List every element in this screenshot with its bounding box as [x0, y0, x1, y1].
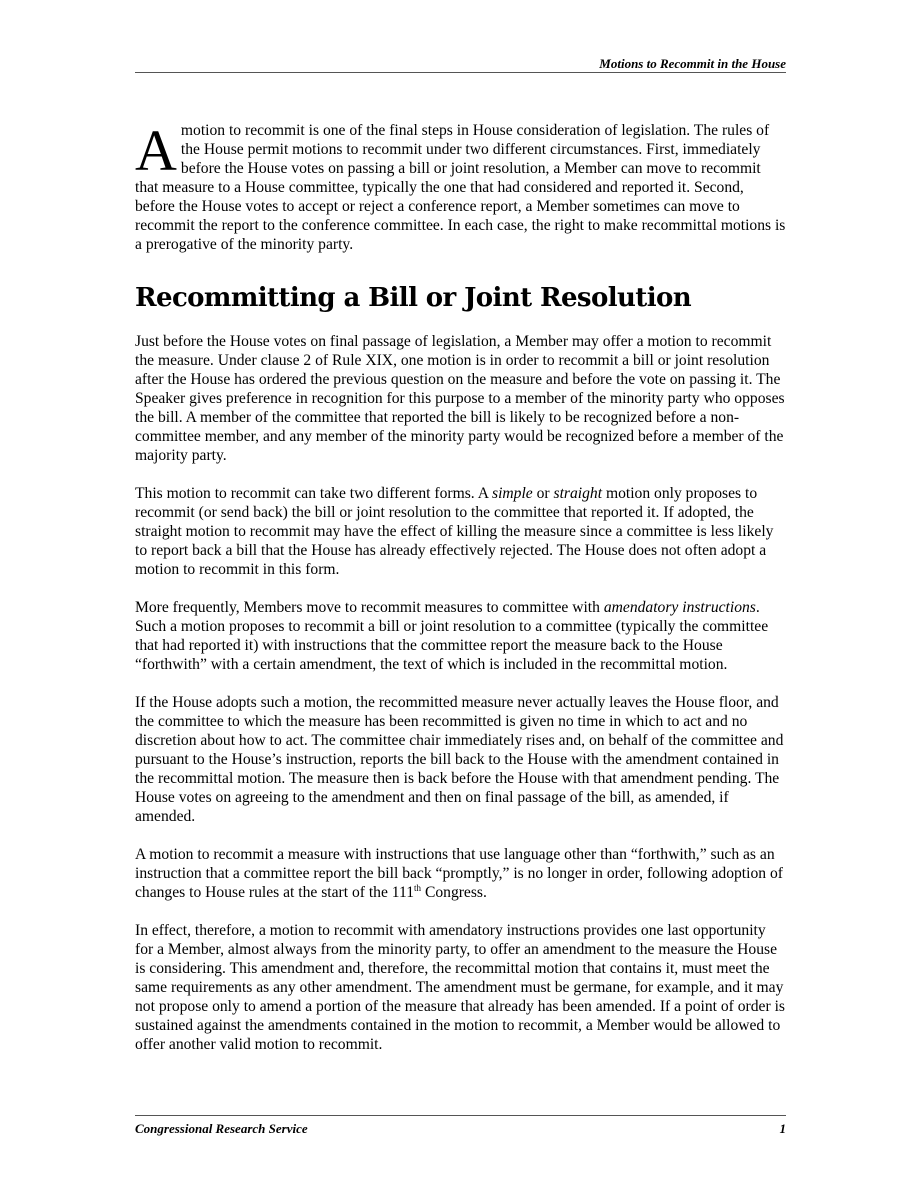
text-run: Congress. — [421, 884, 487, 901]
italic-term-straight: straight — [553, 485, 603, 502]
paragraph-simple-motion — [135, 484, 787, 579]
page-number: 1 — [779, 1121, 786, 1136]
page-body — [135, 118, 787, 1073]
text-run: A motion to recommit a measure with instructions that use language other than “forthwith,” such as an instruction that a committee report the bill back “promptly,” is no longer in order, following adoption of changes to House rules at the start of the 111 — [135, 846, 783, 901]
text-run: . Such a motion proposes to recommit a bill or joint resolution to a committee (typically the committee that had reported it) with instructions that the committee report the measure back to the House “forthwith” with a certain amendment, the text of which is included in the recommittal motion. — [135, 599, 769, 673]
italic-term-amendatory-instructions: amendatory instructions — [603, 599, 756, 616]
intro-paragraph — [135, 118, 787, 254]
paragraph-in-effect: In effect, therefore, a motion to recommit with amendatory instructions provides one last opportunity for a Member, almost always from the minority party, to offer an amendment to the measure the House is considering. This amendment and, therefore, the recommittal motion that contains it, must meet the same requirements as any other amendment. The amendment must be germane, for example, and it may not propose only to amend a portion of the measure that already has been amended. If a point of order is sustained against the amendments contained in the motion to recommit, a Member would be allowed to offer another valid motion to recommit. — [135, 922, 785, 1053]
intro-text: motion to recommit is one of the final steps in House consideration of legislation. The rules of the House permit motions to recommit under two different circumstances. First, immediately before the House votes on passing a bill or joint resolution, a Member can move to recommit that measure to a House committee, typically the one that had considered and reported it. Second, before the House votes to accept or reject a conference report, a Member sometimes can move to recommit the report to the conference committee. In each case, the right to make recommittal motions is a prerogative of the minority party. — [135, 122, 786, 253]
drop-cap: A — [135, 118, 177, 183]
header-rule — [135, 72, 786, 73]
italic-term-simple: simple — [492, 485, 533, 502]
text-run: This motion to recommit can take two different forms. A — [135, 485, 492, 502]
footer-source: Congressional Research Service — [135, 1121, 308, 1136]
paragraph-forthwith — [135, 845, 787, 902]
running-header: Motions to Recommit in the House — [599, 56, 786, 71]
text-run: motion only proposes to recommit (or send back) the bill or joint resolution to the committee that reported it. If adopted, the straight motion to recommit may have the effect of killing the measure since a committee is less likely to report back a bill that the House has already effectively rejected. The House does not often adopt a motion to recommit in this form. — [135, 485, 774, 578]
paragraph-final-passage: Just before the House votes on final passage of legislation, a Member may offer a motion to recommit the measure. Under clause 2 of Rule XIX, one motion is in order to recommit a bill or joint resolution after the House has ordered the previous question on the measure and before the vote on passing it. The Speaker gives preference in recognition for this purpose to a member of the minority party who opposes the bill. A member of the committee that reported the bill is likely to be recognized before a non-committee member, and any member of the minority party would be recognized before a member of the majority party. — [135, 333, 785, 464]
text-run: More frequently, Members move to recommit measures to committee with — [135, 599, 604, 616]
ordinal-superscript: th — [414, 883, 422, 893]
text-run: or — [532, 485, 554, 502]
section-heading: Recommitting a Bill or Joint Resolution — [135, 283, 692, 313]
footer-rule — [135, 1115, 786, 1116]
paragraph-amendatory-instructions — [135, 598, 787, 674]
paragraph-house-adopts: If the House adopts such a motion, the recommitted measure never actually leaves the House floor, and the committee to which the measure has been recommitted is given no time in which to act and no discretion about how to act. The committee chair immediately rises and, on behalf of the committee and pursuant to the House’s instruction, reports the bill back to the House with the amendment contained in the recommittal motion. The measure then is back before the House with that amendment pending. The House votes on agreeing to the amendment and then on final passage of the bill, as amended, if amended. — [135, 694, 784, 825]
